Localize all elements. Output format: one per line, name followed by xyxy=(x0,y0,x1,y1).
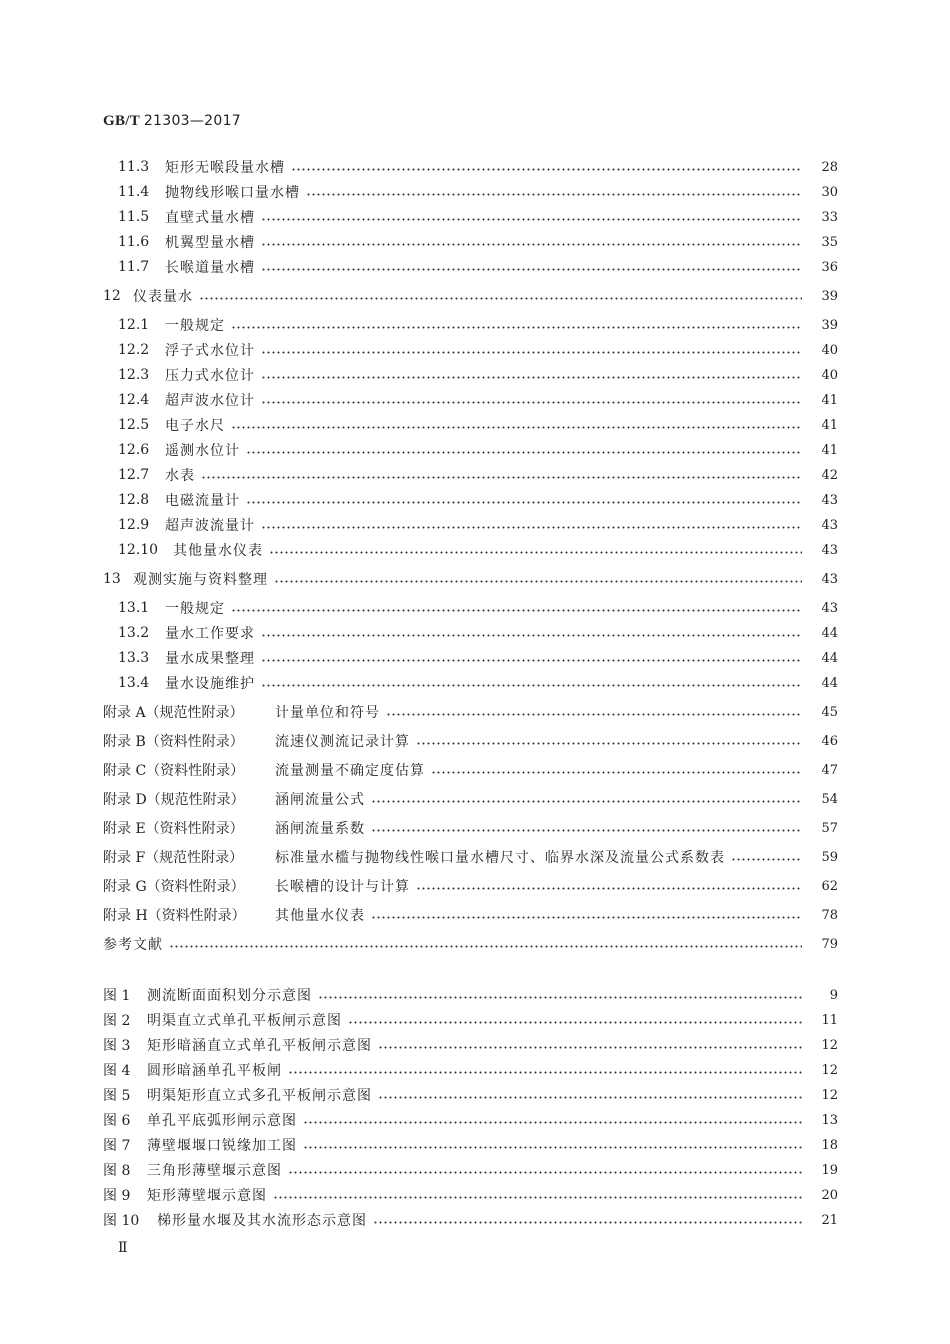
toc-entry-number: 附录 H（资料性附录） xyxy=(103,908,246,924)
leader-dots xyxy=(246,451,802,454)
leader-dots xyxy=(269,551,802,554)
toc-entry-title: 标准量水槛与抛物线性喉口量水槽尺寸、临界水深及流量公式系数表 xyxy=(275,850,725,866)
toc-entry-title: 矩形暗涵直立式单孔平板闸示意图 xyxy=(147,1038,372,1054)
toc-entry[interactable] xyxy=(0,440,950,460)
toc-entry-page: 28 xyxy=(821,159,838,175)
toc-entry-title: 长喉槽的设计与计算 xyxy=(275,879,410,895)
toc-entry-title: 圆形暗涵单孔平板闸 xyxy=(147,1063,282,1079)
toc-entry-number: 12.4 xyxy=(118,392,150,408)
leader-dots xyxy=(261,218,802,221)
toc-entry-title: 一般规定 xyxy=(165,318,225,334)
toc-entry-number: 11.5 xyxy=(118,209,150,225)
leader-dots xyxy=(373,1221,802,1224)
toc-entry-title: 其他量水仪表 xyxy=(173,543,263,559)
toc-entry[interactable] xyxy=(0,207,950,227)
toc-entry-title: 遥测水位计 xyxy=(165,443,240,459)
leader-dots xyxy=(261,526,802,529)
toc-entry-page: 36 xyxy=(821,259,838,275)
toc-entry-number: 11.3 xyxy=(118,159,150,175)
toc-entry[interactable] xyxy=(0,569,950,589)
toc-entry-page: 19 xyxy=(821,1162,838,1178)
toc-entry[interactable] xyxy=(0,876,950,896)
toc-entry[interactable] xyxy=(0,648,950,668)
toc-entry-number: 12.6 xyxy=(118,442,150,458)
toc-entry[interactable] xyxy=(0,985,950,1005)
toc-entry[interactable] xyxy=(0,182,950,202)
toc-entry-title: 观测实施与资料整理 xyxy=(133,572,268,588)
toc-entry[interactable] xyxy=(0,818,950,838)
leader-dots xyxy=(246,501,802,504)
leader-dots xyxy=(371,829,802,832)
leader-dots xyxy=(261,376,802,379)
leader-dots xyxy=(261,351,802,354)
leader-dots xyxy=(199,297,802,300)
leader-dots xyxy=(303,1121,802,1124)
toc-entry[interactable] xyxy=(0,847,950,867)
toc-entry-number: 附录 D（规范性附录） xyxy=(103,792,245,808)
leader-dots xyxy=(261,634,802,637)
toc-entry-title: 机翼型量水槽 xyxy=(165,235,255,251)
leader-dots xyxy=(274,580,802,583)
leader-dots xyxy=(318,996,802,999)
toc-entry-page: 47 xyxy=(821,762,838,778)
toc-entry-title: 一般规定 xyxy=(165,601,225,617)
toc-entry[interactable] xyxy=(0,465,950,485)
leader-dots xyxy=(386,713,802,716)
toc-entry-page: 11 xyxy=(821,1012,838,1028)
toc-entry-title: 抛物线形喉口量水槽 xyxy=(165,185,300,201)
toc-entry-number: 附录 A（规范性附录） xyxy=(103,705,244,721)
toc-entry-number: 附录 C（资料性附录） xyxy=(103,763,245,779)
toc-entry-number: 附录 F（规范性附录） xyxy=(103,850,244,866)
toc-entry-page: 45 xyxy=(821,704,838,720)
toc-entry-number: 11.4 xyxy=(118,184,150,200)
leader-dots xyxy=(416,742,802,745)
toc-entry-number: 12.7 xyxy=(118,467,150,483)
toc-entry-number: 12.10 xyxy=(118,542,159,558)
leader-dots xyxy=(348,1021,802,1024)
leader-dots xyxy=(261,401,802,404)
toc-entry-page: 40 xyxy=(821,367,838,383)
leader-dots xyxy=(378,1046,802,1049)
toc-entry-title: 涵闸流量系数 xyxy=(275,821,365,837)
toc-entry-number: 图 2 xyxy=(103,1013,131,1029)
toc-entry-title: 量水设施维护 xyxy=(165,676,255,692)
toc-entry-title: 明渠直立式单孔平板闸示意图 xyxy=(147,1013,342,1029)
toc-entry-title: 矩形无喉段量水槽 xyxy=(165,160,285,176)
toc-entry[interactable] xyxy=(0,1035,950,1055)
toc-entry-page: 12 xyxy=(821,1037,838,1053)
leader-dots xyxy=(261,684,802,687)
toc-entry[interactable] xyxy=(0,390,950,410)
leader-dots xyxy=(231,326,802,329)
toc-entry[interactable] xyxy=(0,1110,950,1130)
toc-entry-page: 12 xyxy=(821,1087,838,1103)
toc-entry-number: 12.5 xyxy=(118,417,150,433)
leader-dots xyxy=(371,916,802,919)
toc-entry-page: 43 xyxy=(821,571,838,587)
toc-entry-page: 13 xyxy=(821,1112,838,1128)
toc-entry-title: 超声波流量计 xyxy=(165,518,255,534)
toc-entry-title: 薄壁堰堰口锐缘加工图 xyxy=(147,1138,297,1154)
toc-entry[interactable] xyxy=(0,365,950,385)
toc-entry[interactable] xyxy=(0,157,950,177)
toc-entry-page: 21 xyxy=(821,1212,838,1228)
toc-entry[interactable] xyxy=(0,702,950,722)
toc-entry-number: 图 5 xyxy=(103,1088,131,1104)
toc-entry-number: 12.1 xyxy=(118,317,150,333)
toc-entry-page: 42 xyxy=(821,467,838,483)
toc-entry-page: 43 xyxy=(821,517,838,533)
toc-entry-page: 30 xyxy=(821,184,838,200)
toc-entry[interactable] xyxy=(0,731,950,751)
leader-dots xyxy=(416,887,802,890)
toc-entry[interactable] xyxy=(0,1210,950,1230)
toc-entry-page: 46 xyxy=(821,733,838,749)
leader-dots xyxy=(378,1096,802,1099)
toc-entry[interactable] xyxy=(0,315,950,335)
toc-entry-page: 59 xyxy=(821,849,838,865)
toc-entry[interactable] xyxy=(0,286,950,306)
standard-prefix: GB/T xyxy=(103,113,140,129)
page-number: Ⅱ xyxy=(118,1240,128,1256)
toc-entry-number: 11.7 xyxy=(118,259,150,275)
toc-entry-number: 13.4 xyxy=(118,675,150,691)
standard-number: 21303—2017 xyxy=(143,113,242,129)
toc-entry-number: 13 xyxy=(103,571,121,587)
toc-entry-title: 超声波水位计 xyxy=(165,393,255,409)
toc-entry[interactable] xyxy=(0,598,950,618)
toc-entry-page: 57 xyxy=(821,820,838,836)
document-header xyxy=(103,113,241,130)
toc-entry[interactable] xyxy=(0,1185,950,1205)
leader-dots xyxy=(231,609,802,612)
toc-entry-page: 41 xyxy=(821,442,838,458)
toc-entry[interactable] xyxy=(0,1085,950,1105)
leader-dots xyxy=(273,1196,802,1199)
toc-entry-title: 梯形量水堰及其水流形态示意图 xyxy=(157,1213,367,1229)
leader-dots xyxy=(371,800,802,803)
toc-entry[interactable] xyxy=(0,490,950,510)
toc-entry[interactable] xyxy=(0,905,950,925)
leader-dots xyxy=(261,268,802,271)
toc-entry[interactable] xyxy=(0,340,950,360)
toc-entry-number: 图 1 xyxy=(103,988,131,1004)
toc-entry-number: 12.2 xyxy=(118,342,150,358)
toc-entry-number: 12.9 xyxy=(118,517,150,533)
toc-entry-page: 39 xyxy=(821,288,838,304)
toc-entry[interactable] xyxy=(0,1135,950,1155)
toc-entry-page: 35 xyxy=(821,234,838,250)
toc-entry[interactable] xyxy=(0,232,950,252)
toc-entry[interactable] xyxy=(0,673,950,693)
toc-entry-title: 测流断面面积划分示意图 xyxy=(147,988,312,1004)
leader-dots xyxy=(261,659,802,662)
toc-entry-page: 43 xyxy=(821,492,838,508)
toc-entry-page: 78 xyxy=(821,907,838,923)
toc-entry-number: 附录 G（资料性附录） xyxy=(103,879,245,895)
leader-dots xyxy=(291,168,802,171)
toc-entry-title: 其他量水仪表 xyxy=(275,908,365,924)
toc-entry-title: 压力式水位计 xyxy=(165,368,255,384)
toc-entry-number: 13.3 xyxy=(118,650,150,666)
toc-entry-title: 量水工作要求 xyxy=(165,626,255,642)
leader-dots xyxy=(288,1171,802,1174)
toc-entry-page: 41 xyxy=(821,417,838,433)
toc-entry-title: 量水成果整理 xyxy=(165,651,255,667)
toc-entry-number: 12.3 xyxy=(118,367,150,383)
toc-entry-number: 附录 B（资料性附录） xyxy=(103,734,244,750)
toc-entry-number: 附录 E（资料性附录） xyxy=(103,821,244,837)
toc-entry-title: 参考文献 xyxy=(103,937,163,953)
toc-entry[interactable] xyxy=(0,623,950,643)
toc-entry-number: 13.2 xyxy=(118,625,150,641)
toc-entry-title: 矩形薄壁堰示意图 xyxy=(147,1188,267,1204)
toc-entry-title: 流量测量不确定度估算 xyxy=(275,763,425,779)
toc-entry-number: 12.8 xyxy=(118,492,150,508)
leader-dots xyxy=(431,771,802,774)
toc-entry-page: 79 xyxy=(821,936,838,952)
toc-entry-page: 40 xyxy=(821,342,838,358)
toc-entry[interactable] xyxy=(0,789,950,809)
toc-entry-number: 图 10 xyxy=(103,1213,140,1229)
toc-entry-title: 涵闸流量公式 xyxy=(275,792,365,808)
toc-entry-page: 20 xyxy=(821,1187,838,1203)
toc-entry[interactable] xyxy=(0,760,950,780)
toc-entry-page: 44 xyxy=(821,675,838,691)
leader-dots xyxy=(201,476,802,479)
toc-entry[interactable] xyxy=(0,934,950,954)
toc-entry[interactable] xyxy=(0,515,950,535)
toc-entry-title: 直壁式量水槽 xyxy=(165,210,255,226)
toc-entry-title: 仪表量水 xyxy=(133,289,193,305)
toc-entry-page: 41 xyxy=(821,392,838,408)
toc-entry-title: 三角形薄壁堰示意图 xyxy=(147,1163,282,1179)
toc-entry-number: 11.6 xyxy=(118,234,150,250)
leader-dots xyxy=(261,243,802,246)
toc-entry-title: 单孔平底弧形闸示意图 xyxy=(147,1113,297,1129)
toc-entry-number: 图 9 xyxy=(103,1188,131,1204)
toc-entry-title: 水表 xyxy=(165,468,195,484)
toc-entry-page: 33 xyxy=(821,209,838,225)
leader-dots xyxy=(731,858,802,861)
leader-dots xyxy=(169,945,802,948)
toc-entry-page: 62 xyxy=(821,878,838,894)
toc-entry-page: 12 xyxy=(821,1062,838,1078)
toc-entry-number: 图 7 xyxy=(103,1138,131,1154)
toc-entry-number: 13.1 xyxy=(118,600,150,616)
toc-entry-title: 电磁流量计 xyxy=(165,493,240,509)
toc-entry-page: 44 xyxy=(821,625,838,641)
toc-entry-number: 图 4 xyxy=(103,1063,131,1079)
leader-dots xyxy=(303,1146,802,1149)
toc-entry-page: 39 xyxy=(821,317,838,333)
toc-entry[interactable] xyxy=(0,1010,950,1030)
toc-entry[interactable] xyxy=(0,257,950,277)
toc-entry-title: 流速仪测流记录计算 xyxy=(275,734,410,750)
toc-entry-page: 9 xyxy=(829,987,838,1003)
leader-dots xyxy=(306,193,802,196)
toc-entry-number: 图 3 xyxy=(103,1038,131,1054)
toc-entry-number: 12 xyxy=(103,288,121,304)
toc-entry-title: 计量单位和符号 xyxy=(275,705,380,721)
toc-entry[interactable] xyxy=(0,540,950,560)
toc-entry-title: 明渠矩形直立式多孔平板闸示意图 xyxy=(147,1088,372,1104)
leader-dots xyxy=(288,1071,802,1074)
toc-entry-page: 43 xyxy=(821,542,838,558)
toc-entry[interactable] xyxy=(0,1160,950,1180)
toc-entry-number: 图 8 xyxy=(103,1163,131,1179)
toc-entry-title: 浮子式水位计 xyxy=(165,343,255,359)
toc-entry-number: 图 6 xyxy=(103,1113,131,1129)
toc-entry-page: 18 xyxy=(821,1137,838,1153)
toc-entry[interactable] xyxy=(0,1060,950,1080)
toc-entry-title: 电子水尺 xyxy=(165,418,225,434)
toc-entry-page: 44 xyxy=(821,650,838,666)
toc-entry[interactable] xyxy=(0,415,950,435)
toc-entry-title: 长喉道量水槽 xyxy=(165,260,255,276)
toc-entry-page: 54 xyxy=(821,791,838,807)
leader-dots xyxy=(231,426,802,429)
toc-entry-page: 43 xyxy=(821,600,838,616)
